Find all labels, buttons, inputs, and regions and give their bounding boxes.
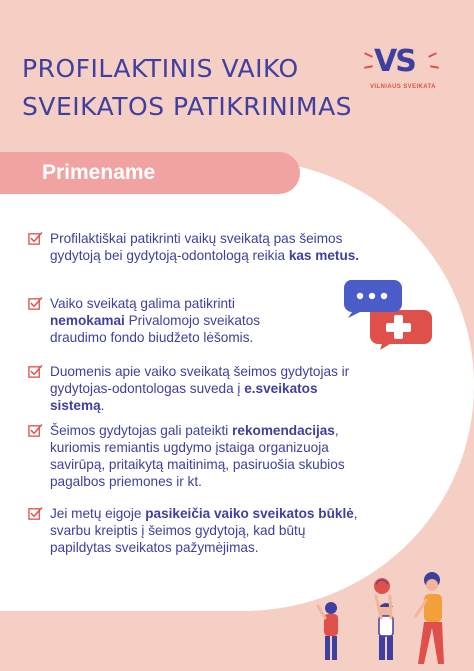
banner-label: Primename [42, 161, 156, 184]
logo-ray [430, 65, 439, 69]
item-text-part: Profilaktiškai patikrinti vaikų sveikatą pas šeimos gydytoją bei gydytoją-odontologą reikia [50, 231, 343, 263]
item-text-part: Šeimos gydytojas gali pateikti [50, 423, 233, 438]
page-title-line-2: SVEIKATOS PATIKRINIMAS [22, 92, 353, 121]
list-item [28, 295, 368, 346]
list-item-text [50, 422, 372, 490]
item-text-part: Vaiko sveikatą galima patikrinti [50, 296, 235, 311]
check-box-icon [28, 231, 43, 246]
logo-ray [364, 52, 373, 58]
logo-ray [428, 52, 437, 58]
check-box-icon [28, 296, 43, 311]
item-text-bold: kas metus. [288, 248, 360, 263]
item-text-part: , kuriomis remiantis ugdymo įstaiga organizuoja savirūpą, pritaikytą maitinimą, pasiruošia skubios pagalbos priemones ir kt. [50, 423, 345, 489]
list-item-text [50, 363, 372, 414]
chat-bubbles-medical-icon [340, 274, 436, 350]
item-text-part: Jei metų eigoje [50, 506, 146, 521]
item-text-part: , svarbu kreiptis į šeimos gydytoją, kad būtų papildytas sveikatos pažymėjimas. [50, 506, 358, 555]
vs-logo [364, 44, 440, 100]
list-item [28, 422, 368, 490]
logo-letters: VS [374, 44, 415, 79]
children-with-ball-illustration [316, 566, 466, 668]
item-text-bold: nemokamai [50, 313, 125, 328]
item-text-part: Privalomojo sveikatos draudimo fondo biudžeto lėšomis. [50, 313, 261, 345]
item-text-bold: pasikeičia vaiko sveikatos būklė [145, 506, 354, 521]
item-text-bold: e.sveikatos sistemą [50, 381, 318, 413]
list-item [28, 363, 368, 414]
list-item [28, 230, 368, 264]
list-item-text [50, 230, 368, 264]
page-title-line-1: PROFILAKTINIS VAIKO [22, 54, 299, 83]
check-box-icon [28, 506, 43, 521]
reminder-banner [0, 152, 300, 194]
check-box-icon [28, 364, 43, 379]
logo-text: VILNIAUS SVEIKATA [370, 84, 436, 90]
item-text-bold: rekomendacijas [232, 423, 335, 438]
logo-ray [364, 65, 373, 69]
item-text-part: . [100, 398, 105, 413]
list-item-text [50, 505, 368, 556]
list-item-text [50, 295, 312, 346]
check-box-icon [28, 423, 43, 438]
page-title [22, 50, 362, 126]
item-text-part: Duomenis apie vaiko sveikatą šeimos gydytojas ir gydytojas-odontologas suveda į [50, 364, 350, 396]
list-item [28, 505, 368, 556]
